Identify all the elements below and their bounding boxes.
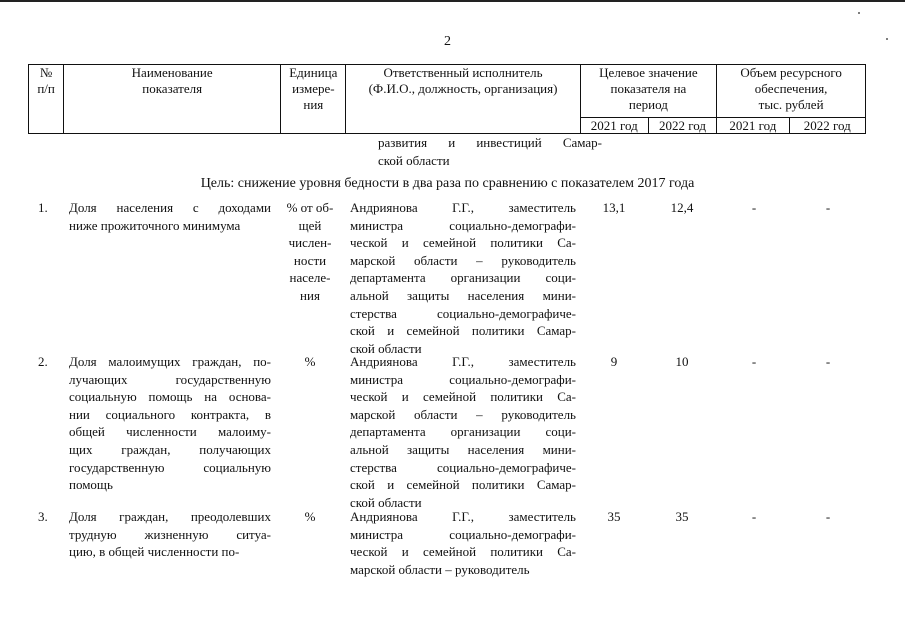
responsible-executor-line: ской области [350,494,422,510]
resource-2022: - [825,354,831,369]
target-value-2021: 35 [607,509,621,524]
responsible-executor-line: департамента организации соци- [350,270,576,286]
responsible-executor-line: ской и семейной политики Самар- [350,477,576,493]
indicator-name-line: Доля граждан, преодолевших [69,509,271,524]
header-name-line: показателя [142,81,203,96]
header-unit-line: ния [303,97,324,112]
row-number: 2. [38,354,48,369]
unit-of-measure [276,353,344,371]
responsible-executor-line: ской области [350,340,422,356]
target-value-2022: 35 [675,509,689,524]
header-target-2022: 2022 год [648,118,716,134]
header-responsible [346,65,580,134]
table-header [28,64,866,134]
unit-of-measure-line: % [304,354,316,369]
responsible-executor-line: ческой и семейной политики Са- [350,544,576,560]
indicator-name-line: щих граждан, получающих [69,441,271,457]
resource-2022: - [825,509,831,524]
unit-of-measure-line: % от об- [286,200,334,215]
page-number: 2 [444,34,451,49]
header-target-line: Целевое значение [599,65,698,80]
responsible-executor-line: департамента организации соци- [350,424,576,440]
target-value-2021: 13,1 [602,200,626,215]
header-resource-line: тыс. рублей [758,97,824,112]
responsible-executor-line: Андриянова Г.Г., заместитель [350,200,576,215]
header-target-line: период [628,97,668,112]
indicator-name-line: государственную социальную [69,459,271,475]
indicator-name-line: общей численности малоиму- [69,424,271,440]
responsible-continuation [378,134,602,170]
indicator-name-line: помощь [69,477,113,493]
indicator-name [69,199,271,234]
responsible-executor-line: министра социально-демографи- [350,217,576,233]
responsible-executor-line: альной защиты населения мини- [350,441,576,457]
responsible-executor-line: ской и семейной политики Самар- [350,323,576,339]
header-num [29,65,64,134]
resource-2022: - [825,200,831,215]
resource-2021: - [751,509,757,524]
row-number: 1. [38,200,48,215]
header-resource-2021: 2021 год [717,118,789,134]
header-resource-line: обеспечения, [754,81,828,96]
header-num-line: № [39,65,53,80]
responsible-executor-line: марской области – руководитель [350,406,576,422]
indicator-name-line: трудную жизненную ситуа- [69,526,271,542]
responsible-executor-line: стерства социально-демографиче- [350,459,576,475]
header-target [580,65,717,118]
responsible-executor [350,353,576,511]
indicator-name [69,508,271,561]
responsible-executor-line: ческой и семейной политики Са- [350,389,576,405]
unit-of-measure-line: числен- [288,235,332,251]
continuation-line: развития и инвестиций Самар- [378,135,602,150]
scan-top-border [0,0,905,2]
goal-heading: Цель: снижение уровня бедности в два раза по сравнению с показателем 2017 года [200,176,695,191]
target-value-2022: 12,4 [670,200,694,215]
indicator-name-line: лучающих государственную [69,371,271,387]
scan-speck [858,12,860,14]
indicator-name-line: социальную помощь на основа- [69,389,271,405]
header-target-2021: 2021 год [580,118,648,134]
unit-of-measure [276,508,344,526]
unit-of-measure [276,199,344,305]
responsible-executor-line: министра социально-демографи- [350,371,576,387]
responsible-executor-line: ческой и семейной политики Са- [350,235,576,251]
unit-of-measure-line: % [304,509,316,524]
responsible-executor-line: стерства социально-демографиче- [350,305,576,321]
responsible-executor-line: марской области – руководитель [350,561,530,577]
responsible-executor [350,199,576,357]
resource-2021: - [751,200,757,215]
responsible-executor [350,508,576,578]
indicator-name-line: цию, в общей численности по- [69,544,240,560]
header-target-line: показателя на [610,81,687,96]
indicator-name-line: нии социального контракта, в [69,406,271,422]
target-value-2021: 9 [610,354,618,369]
header-resource-line: Объем ресурсного [740,65,842,80]
row-number: 3. [38,509,48,524]
unit-of-measure-line: щей [298,217,322,233]
continuation-line: ской области [378,153,450,168]
header-name [64,65,281,134]
indicator-name-line: ниже прожиточного минимума [69,217,241,233]
responsible-executor-line: альной защиты населения мини- [350,287,576,303]
resource-2021: - [751,354,757,369]
responsible-executor-line: Андриянова Г.Г., заместитель [350,509,576,524]
header-num-line: п/п [37,81,55,96]
unit-of-measure-line: населе- [289,270,331,286]
header-name-line: Наименование [131,65,213,80]
header-responsible-line: (Ф.И.О., должность, организация) [368,81,558,96]
responsible-executor-line: Андриянова Г.Г., заместитель [350,354,576,369]
unit-of-measure-line: ния [300,287,320,303]
header-resource [717,65,866,118]
header-responsible-line: Ответственный исполнитель [383,65,543,80]
target-value-2022: 10 [675,354,689,369]
indicator-name-line: Доля малоимущих граждан, по- [69,354,271,369]
header-resource-2022: 2022 год [789,118,865,134]
unit-of-measure-line: ности [293,252,327,268]
header-unit-line: измере- [292,81,335,96]
responsible-executor-line: министра социально-демографи- [350,526,576,542]
indicator-name [69,353,271,494]
responsible-executor-line: марской области – руководитель [350,252,576,268]
header-unit-line: Единица [289,65,338,80]
indicator-name-line: Доля населения с доходами [69,200,271,215]
header-unit [281,65,346,134]
